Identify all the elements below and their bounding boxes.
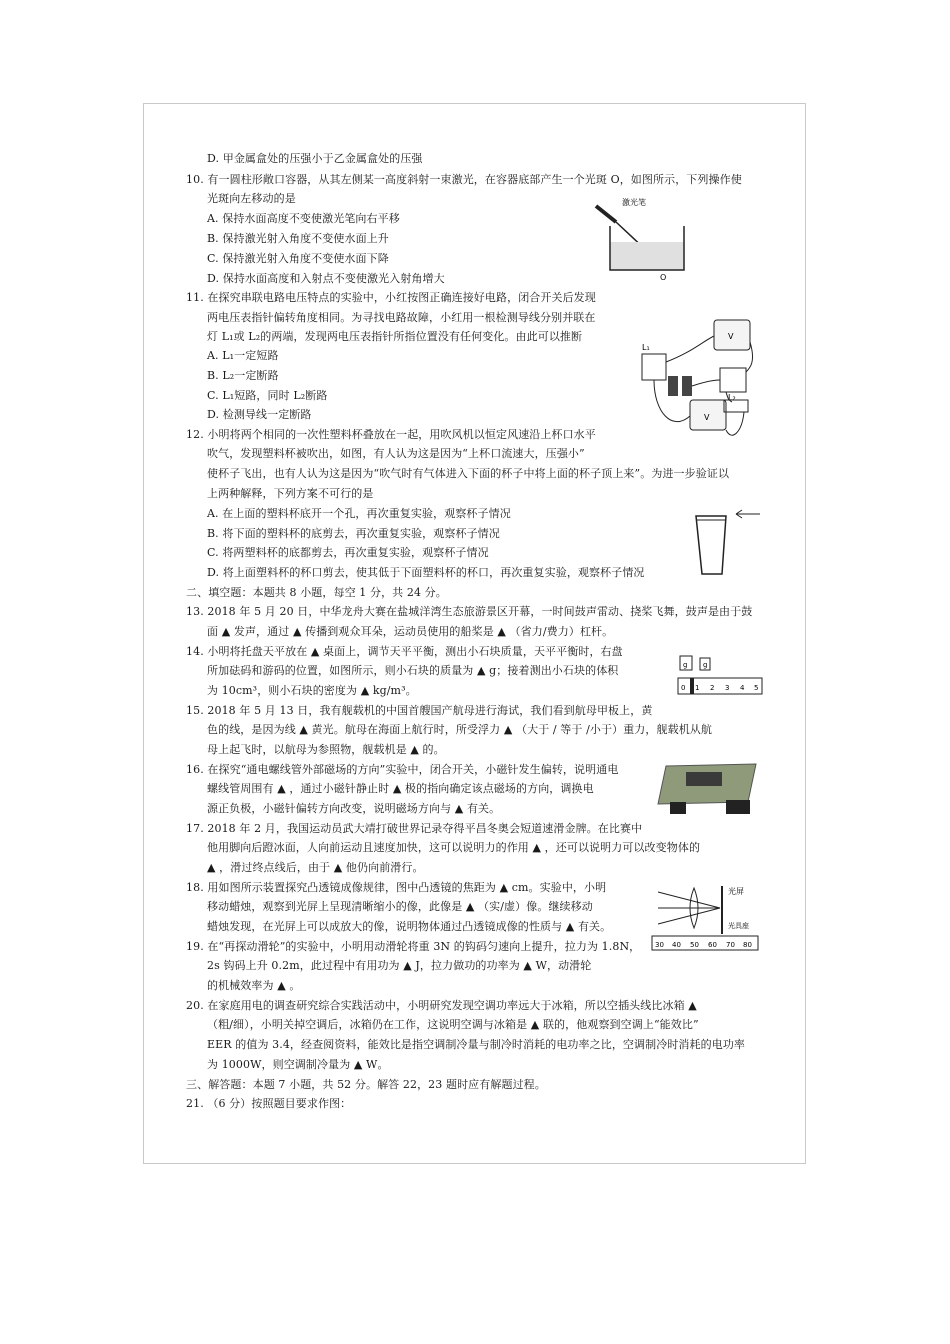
bench-tick: 30	[655, 941, 664, 949]
q12-stem-cont-2: 使杯子飞出，也有人认为这是因为“吹气时有气体进入下面的杯子中将上面的杯子顶上来”。为进一步验证以	[207, 467, 730, 480]
q11-option-c: C. L₁短路，同时 L₂断路	[207, 389, 328, 402]
q17-stem-cont-1: 他用脚向后蹬冰面，人向前运动且速度加快，这可以说明力的作用 ▲ ，还可以说明力可以改变物体的	[207, 841, 701, 854]
q17-stem: 17. 2018 年 2 月，我国运动员武大靖打破世界记录夺得平昌冬奥会短道速滑金牌。在比赛中	[186, 822, 643, 835]
battery-icon	[668, 376, 678, 396]
q12-stem-cont-1: 吹气，发现塑料杯被吹出，如图，有人认为这是因为“上杯口流速大，压强小”	[207, 447, 585, 460]
laser-pen-icon	[596, 206, 616, 222]
q11-stem: 11. 在探究串联电路电压特点的实验中，小红按图正确连接好电路，闭合开关后发现	[186, 291, 596, 304]
q16-stem-cont-1: 螺线管周围有 ▲ ，通过小磁针静止时 ▲ 极的指向确定该点磁场的方向，调换电	[207, 782, 594, 795]
q15-stem-cont-1: 色的线，是因为线 ▲ 黄光。航母在海面上航行时，所受浮力 ▲ （大于 / 等于 /小于）重力，舰载机从航	[207, 723, 713, 736]
lamp-l1-label: L₁	[642, 343, 650, 352]
bench-tick: 70	[726, 941, 735, 949]
q12-stem-cont-3: 上两种解释，下列方案不可行的是	[207, 487, 374, 500]
weight-unit: g	[703, 661, 708, 669]
lamp-l2-icon	[720, 368, 746, 392]
lamp-l1-icon	[642, 354, 666, 380]
q14-stem-cont-1: 所加砝码和游码的位置，如图所示，则小石块的质量为 ▲ g；接着测出小石块的体积	[207, 664, 619, 677]
balance-figure	[676, 650, 764, 698]
q10-stem-cont: 光斑向左移动的是	[207, 192, 296, 205]
light-ray	[658, 892, 720, 908]
q14-stem: 14. 小明将托盘天平放在 ▲ 桌面上，调节天平平衡，测出小石块质量，天平平衡时，右盘	[186, 645, 623, 658]
q19-stem: 19. 在“再探动滑轮”的实验中，小明用动滑轮将重 3N 的钩码匀速向上提升，拉力为 1.8N，	[186, 940, 641, 953]
ruler-tick: 1	[695, 684, 700, 692]
lens-figure	[650, 880, 760, 954]
section-2-heading: 二、填空题：本题共 8 小题，每空 1 分，共 24 分。	[186, 586, 447, 599]
cups-figure	[692, 506, 764, 580]
q11-option-b: B. L₂一定断路	[207, 369, 279, 382]
bench-tick: 60	[708, 941, 717, 949]
q10-option-a: A. 保持水面高度不变使激光笔向右平移	[207, 212, 400, 225]
ruler-tick: 0	[681, 684, 686, 692]
q20-stem: 20. 在家庭用电的调查研究综合实践活动中，小明研究发现空调功率远大于冰箱，所以空插头线比冰箱 ▲	[186, 999, 697, 1012]
q19-stem-cont-1: 2s 钩码上升 0.2m，此过程中有用功为 ▲ J，拉力做功的功率为 ▲ W，动滑轮	[207, 959, 592, 972]
q12-option-c: C. 将两塑料杯的底都剪去，再次重复实验，观察杯子情况	[207, 546, 489, 559]
q9-option-d: D. 甲金属盒处的压强小于乙金属盒处的压强	[207, 152, 423, 165]
voltmeter-top-label: V	[728, 332, 734, 341]
weight-unit: g	[683, 661, 688, 669]
ruler-tick: 4	[740, 684, 745, 692]
q18-stem-cont-1: 移动蜡烛，观察到光屏上呈现清晰缩小的像，此像是 ▲ （实/虚）像。继续移动	[207, 900, 593, 913]
q15-stem-cont-2: 母上起飞时，以航母为参照物，舰载机是 ▲ 的。	[207, 743, 445, 756]
bench-label: 光具座	[728, 922, 749, 930]
section-3-heading: 三、解答题：本题 7 小题，共 52 分。解答 22，23 题时应有解题过程。	[186, 1078, 546, 1091]
water	[610, 242, 684, 270]
q11-option-d: D. 检测导线一定断路	[207, 408, 312, 421]
q14-stem-cont-2: 为 10cm³，则小石块的密度为 ▲ kg/m³。	[207, 684, 417, 697]
cup-icon	[696, 516, 726, 574]
spot-label: O	[660, 273, 667, 282]
ruler-tick: 2	[710, 684, 715, 692]
q11-option-a: A. L₁一定短路	[207, 349, 279, 362]
q13-stem-cont: 面 ▲ 发声，通过 ▲ 传播到观众耳朵，运动员使用的船桨是 ▲ （省力/费力）杠杆。	[207, 625, 614, 638]
q16-stem-cont-2: 源正负极，小磁针偏转方向改变，说明磁场方向与 ▲ 有关。	[207, 802, 501, 815]
bench-tick: 40	[672, 941, 681, 949]
q10-option-c: C. 保持激光射入角度不变使水面下降	[207, 252, 389, 265]
q12-option-d: D. 将上面塑料杯的杯口剪去，使其低于下面塑料杯的杯口，再次重复实验，观察杯子情况	[207, 566, 645, 579]
lamp-l2-label: L₂	[728, 393, 736, 402]
q21-stem: 21. （6 分）按照题目要求作图：	[186, 1097, 352, 1110]
q20-stem-cont-1: （粗/细），小明关掉空调后，冰箱仍在工作，这说明空调与冰箱是 ▲ 联的，他观察到空调上“能效比”	[207, 1018, 699, 1031]
q16-stem: 16. 在探究“通电螺线管外部磁场的方向”实验中，闭合开关，小磁针发生偏转，说明通电	[186, 763, 619, 776]
q18-stem-cont-2: 蜡烛发现，在光屏上可以成放大的像，说明物体通过凸透镜成像的性质与 ▲ 有关。	[207, 920, 612, 933]
q12-stem: 12. 小明将两个相同的一次性塑料杯叠放在一起，用吹风机以恒定风速沿上杯口水平	[186, 428, 596, 441]
bench-tick: 50	[690, 941, 699, 949]
q12-option-a: A. 在上面的塑料杯底开一个孔，再次重复实验，观察杯子情况	[207, 507, 511, 520]
ruler-tick: 5	[754, 684, 759, 692]
q12-option-b: B. 将下面的塑料杯的底剪去，再次重复实验，观察杯子情况	[207, 527, 500, 540]
q17-stem-cont-2: ▲ ，滑过终点线后，由于 ▲ 他仍向前滑行。	[207, 861, 424, 874]
rider-icon	[690, 678, 694, 694]
battery-icon	[682, 376, 692, 396]
q20-stem-cont-2: EER 的值为 3.4，经查阅资料，能效比是指空调制冷量与制冷时消耗的电功率之比，空调制冷时消耗的电功率	[207, 1038, 746, 1051]
laser-label: 激光笔	[622, 198, 646, 207]
ruler-tick: 3	[725, 684, 730, 692]
solenoid-icon	[686, 772, 722, 786]
battery-icon	[670, 802, 686, 814]
q20-stem-cont-3: 为 1000W，则空调制冷量为 ▲ W。	[207, 1058, 389, 1071]
q10-option-b: B. 保持激光射入角度不变使水面上升	[207, 232, 389, 245]
laser-container-figure	[588, 196, 688, 286]
q18-stem: 18. 用如图所示装置探究凸透镜成像规律，图中凸透镜的焦距为 ▲ cm。实验中，小明	[186, 881, 607, 894]
q19-stem-cont-2: 的机械效率为 ▲ 。	[207, 979, 301, 992]
circuit-figure	[632, 312, 760, 460]
q15-stem: 15. 2018 年 5 月 13 日，我有舰载机的中国首艘国产航母进行海试，我们看到航母甲板上，黄	[186, 704, 653, 717]
light-ray	[658, 908, 720, 924]
q10-option-d: D. 保持水面高度和入射点不变使激光入射角增大	[207, 272, 445, 285]
q13-stem: 13. 2018 年 5 月 20 日，中华龙舟大赛在盐城洋湾生态旅游景区开幕，一时间鼓声雷动、挠桨飞舞，鼓声是由于鼓	[186, 605, 753, 618]
solenoid-figure	[656, 762, 760, 820]
voltmeter-bottom-label: V	[704, 413, 710, 422]
screen-label: 光屏	[728, 887, 744, 896]
q11-stem-cont-1: 两电压表指针偏转角度相同。为寻找电路故障，小红用一根检测导线分别并联在	[207, 311, 596, 324]
switch-icon	[726, 800, 750, 814]
q10-stem: 10. 有一圆柱形敞口容器，从其左侧某一高度斜射一束激光，在容器底部产生一个光斑 O，如图所示，下列操作使	[186, 173, 742, 186]
bench-tick: 80	[743, 941, 752, 949]
q11-stem-cont-2: 灯 L₁或 L₂的两端，发现两电压表指针所指位置没有任何变化。由此可以推断	[207, 330, 583, 343]
